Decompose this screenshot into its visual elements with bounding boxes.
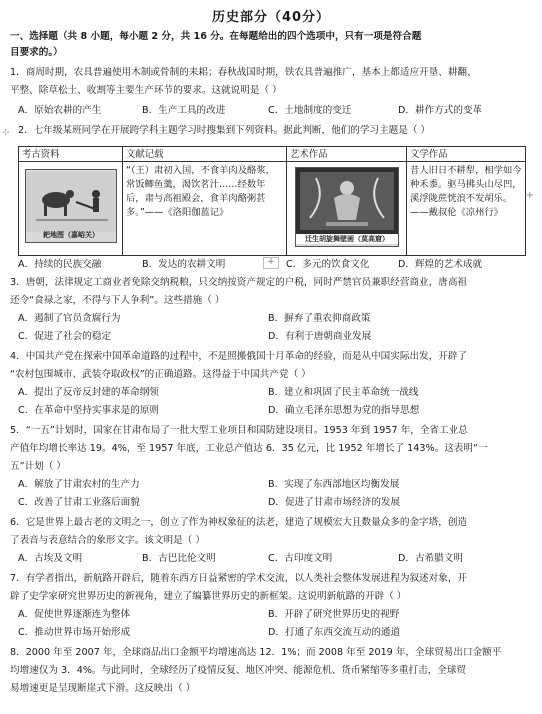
q3-stem-line1: 3．唐朝，法律规定工商业者免除交纳税粮，只交纳按资产规定的户税，同时严禁官员兼职经营商业，唐高祖 (10, 277, 468, 288)
q1-option-d[interactable]: D．耕作方式的变革 (398, 105, 483, 116)
q5-stem-line1: 5．“一五”计划时，国家在甘肃布局了一批大型工业项目和国防建设项目。1953 年到 1957 年，全省工业总 (10, 425, 468, 436)
q6-option-d[interactable]: D．古希腊文明 (398, 553, 463, 564)
section-heading-cont: 目要求的。） (10, 47, 63, 58)
q6-stem-line1: 6．它是世界上最古老的文明之一，创立了作为神权象征的法老，建造了规模宏大且数量众多的金字塔，创造 (10, 517, 468, 528)
q7-option-b[interactable]: B．开辟了研究世界历史的视野 (268, 609, 400, 620)
table-col-literature (407, 147, 525, 255)
mural-image (295, 167, 399, 247)
add-column-icon[interactable]: + (525, 190, 534, 201)
q7-option-d[interactable]: D．打通了东西交流互动的通道 (268, 627, 401, 638)
table-header: 文献记载 (123, 147, 286, 162)
q5-option-c[interactable]: C．改善了甘肃工业落后面貌 (18, 497, 140, 508)
q3-option-c[interactable]: C．促进了社会的稳定 (18, 331, 112, 342)
page-title: 历史部分（40分） (211, 10, 331, 25)
q2-option-a[interactable]: A．持续的民族交融 (18, 259, 102, 270)
q5-option-b[interactable]: B．实现了东西部地区均衡发展 (268, 479, 400, 490)
move-handle-icon[interactable]: ⊹ (2, 128, 10, 138)
q1-option-c[interactable]: C．土地制度的变迁 (268, 105, 352, 116)
q4-option-d[interactable]: D．确立毛泽东思想为党的指导思想 (268, 405, 420, 416)
add-row-icon[interactable]: + (263, 257, 279, 269)
q4-stem-line1: 4．中国共产党在探索中国革命道路的过程中，不是照搬俄国十月革命的经验，而是从中国实际出发，开辟了 (10, 351, 468, 362)
q6-option-a[interactable]: A．古埃及文明 (18, 553, 83, 564)
q1-stem-line2: 平整、除草松土、收割等主要生产环节的要求。这就说明是（ ） (10, 85, 282, 96)
q4-option-b[interactable]: B．建立和巩固了民主革命统一战线 (268, 387, 419, 398)
q1-option-b[interactable]: B．生产工具的改进 (142, 105, 226, 116)
q3-stem-line2: 还令“食禄之家，不得与下人争利”。这些措施（ ） (10, 295, 225, 306)
image-caption: 迁生胡旋舞壁画（莫高窟） (296, 234, 398, 244)
q4-option-a[interactable]: A．提出了反帝反封建的革命纲领 (18, 387, 159, 398)
mural-icon (296, 168, 398, 234)
table-col-documents (123, 147, 287, 255)
q3-option-b[interactable]: B．摒弃了重农抑商政策 (268, 313, 371, 324)
document-quote: “（王）肃初入国，不食羊肉及酪浆，常饭鲫鱼羹，渴饮茗汁……经数年后，肃与高祖殿会，食羊肉酪粥甚多。”——《洛阳伽蓝记》 (126, 165, 275, 218)
q5-option-d[interactable]: D．促进了甘肃市场经济的发展 (268, 497, 401, 508)
q2-option-c[interactable]: C．多元的饮食文化 (286, 259, 370, 270)
q4-option-c[interactable]: C．在革命中坚持实事求是的原则 (18, 405, 160, 416)
plow-painting-icon (26, 172, 116, 232)
q7-option-c[interactable]: C．推动世界市场开始形成 (18, 627, 131, 638)
q2-stem-line1: 2．七年级某班同学在开展跨学科主题学习时搜集到下列资料。据此判断，他们的学习主题是（ ） (18, 125, 431, 136)
table-col-archaeology (19, 147, 123, 255)
q7-option-a[interactable]: A．促使世界逐渐连为整体 (18, 609, 131, 620)
table-header: 考古资料 (19, 147, 122, 162)
q5-stem-line3: 五”计划（ ） (10, 461, 66, 472)
q4-stem-line2: “农村包围城市、武装夺取政权”的正确道路。这得益于中国共产党（ ） (10, 369, 311, 380)
q3-option-d[interactable]: D．有利于唐朝商业发展 (268, 331, 372, 342)
q8-stem-line2: 均增速仅为 3．4%。与此同时，全球经历了疫情反复、地区冲突、能源危机、货币紧缩等多重打击，全球贸 (10, 665, 467, 676)
q5-option-a[interactable]: A．解放了甘肃农村的生产力 (18, 479, 140, 490)
q6-option-b[interactable]: B．古巴比伦文明 (142, 553, 216, 564)
q2-option-d[interactable]: D．辉煌的艺术成就 (398, 259, 483, 270)
q7-stem-line2: 辟了史学家研究世界历史的新视角，建立了编纂世界历史的新框架。这说明新航路的开辟（ ） (10, 591, 407, 602)
q8-stem-line1: 8．2000 年至 2007 年，全球商品出口金额平均增速高达 12．1%；而 2008 年至 2019 年，全球贸易出口金额平 (10, 647, 502, 658)
q2-material-table (18, 146, 526, 256)
q1-option-a[interactable]: A．原始农耕的产生 (18, 105, 102, 116)
plow-painting-image (25, 169, 117, 243)
q1-stem-line1: 1．商周时期，农具普遍使用木制或骨制的耒耜；春秋战国时期，铁农具普遍推广，基本上都适应开垦、耕翻、 (10, 67, 477, 78)
image-caption: 耙地图（嘉峪关） (43, 231, 99, 239)
q6-stem-line2: 了表音与表意结合的象形文字。该文明是（ ） (10, 535, 205, 546)
q8-stem-line3: 易增速更是呈现断崖式下滑。这反映出（ ） (10, 683, 196, 694)
table-col-artwork (287, 147, 407, 255)
q2-option-b[interactable]: B．发达的农耕文明 (142, 259, 226, 270)
q6-option-c[interactable]: C．古印度文明 (268, 553, 333, 564)
table-header: 艺术作品 (287, 147, 406, 162)
section-heading: 一、选择题（共 8 小题，每小题 2 分，共 16 分。在每题给出的四个选项中，只有一项是符合题 (10, 31, 422, 42)
literature-quote: 昔人旧日不耕犁，相学如今种禾黍。驱马拂头山尽凹，溪浮陇蔗恍浪不发胡乐。——戴叔伦《凉州行》 (410, 165, 522, 218)
q7-stem-line1: 7．有学者指出，新航路开辟后，随着东西方日益紧密的学术交流，以人类社会整体发展进程为叙述对象，开 (10, 573, 468, 584)
table-header: 文学作品 (407, 147, 525, 162)
q3-option-a[interactable]: A．遏制了官员贪腐行为 (18, 313, 121, 324)
q5-stem-line2: 产值年均增长率达 19。4%，至 1957 年底，工业总产值达 6．35 亿元，比 1952 年增长了 143%。这表明“一 (10, 443, 488, 454)
